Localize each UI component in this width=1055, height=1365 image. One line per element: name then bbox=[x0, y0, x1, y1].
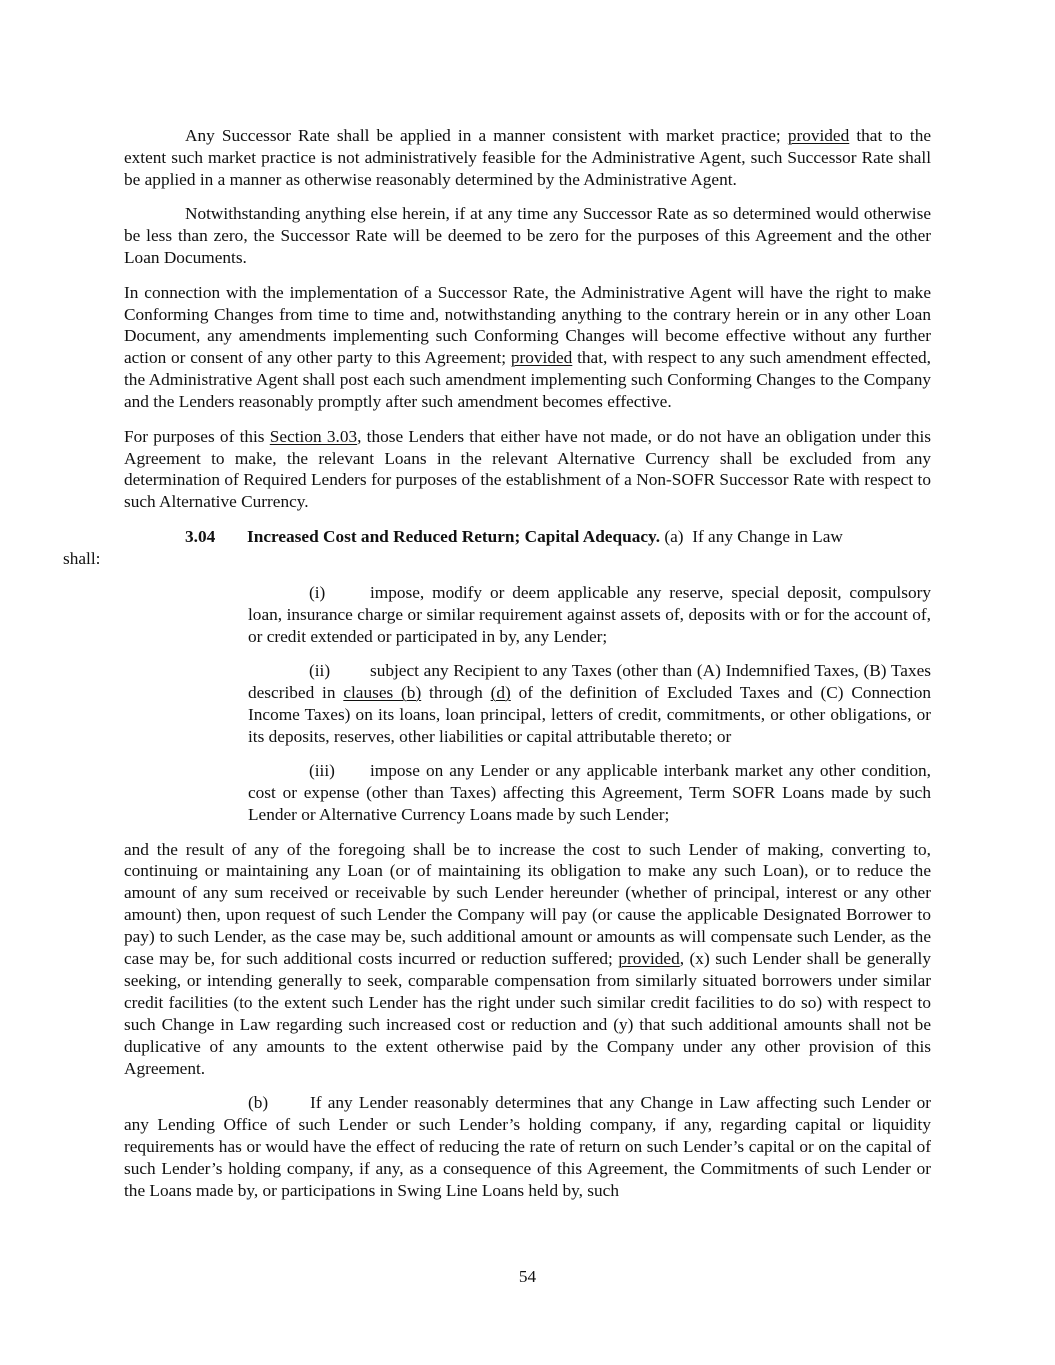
clause-label: (ii) bbox=[309, 661, 331, 680]
clause-ii: (ii) subject any Recipient to any Taxes (other than (A) Indemnified Taxes, (B) Taxes described in clauses (b) through (d) of the definition of Excluded Taxes and (C) Connection Income Taxes) on its loans, loan principal, letters of credit, commitments, or other obligations, or its deposits, reserves, other liabilities or capital attributable thereto; or bbox=[248, 661, 931, 746]
clause-reference: clauses (b) bbox=[343, 682, 422, 702]
section-intro-text: If any Change in Law bbox=[692, 526, 843, 546]
section-reference: Section 3.03 bbox=[269, 426, 358, 446]
paragraph-successor-rate-practice: Any Successor Rate shall be applied in a manner consistent with market practice; provided that to the extent such market practice is not administratively feasible for the Administrative Agent, such Successor Rate shall be applied in a manner as otherwise reasonably determined by the Administrative Agent. bbox=[124, 126, 931, 189]
section-title: Increased Cost and Reduced Return; Capital Adequacy. bbox=[247, 526, 661, 546]
paragraph-label: (b) bbox=[248, 1093, 269, 1113]
clause-reference: (d) bbox=[490, 682, 511, 702]
clause-i: (i) impose, modify or deem applicable any reserve, special deposit, compulsory loan, insurance charge or similar requirement against assets of, deposits with or for the account of, or credit extended or participated in by, any Lender; bbox=[248, 582, 931, 646]
paragraph-conforming-changes: In connection with the implementation of a Successor Rate, the Administrative Agent will have the right to make Conforming Changes from time to time and, notwithstanding anything to the contrary herein or in any other Loan Document, any amendments implementing such Conforming Changes will become effective without any further action or consent of any other party to this Agreement; provided that, with respect to any such amendment effected, the Administrative Agent shall post each such amendment implementing such Conforming Changes to the Company and the Lenders reasonably promptly after such amendment becomes effective. bbox=[124, 282, 931, 412]
section-intro-label: (a) bbox=[664, 526, 684, 546]
section-number: 3.04 bbox=[185, 526, 216, 546]
provided-term: provided bbox=[787, 126, 850, 145]
section-heading-304 bbox=[63, 526, 931, 570]
document-page bbox=[63, 125, 931, 1214]
clause-list bbox=[248, 582, 931, 826]
provided-term: provided bbox=[510, 348, 573, 368]
page-number: 54 bbox=[518, 1267, 537, 1286]
clause-iii: (iii) impose on any Lender or any applicable interbank market any other condition, cost or expense (other than Taxes) affecting this Agreement, Term SOFR Loans made by such Lender or Alternative Currency Loans made by such Lender; bbox=[248, 761, 931, 825]
clause-label: (iii) bbox=[309, 761, 335, 781]
paragraph-zero-floor: Notwithstanding anything else herein, if at any time any Successor Rate as so determined would otherwise be less than zero, the Successor Rate will be deemed to be zero for the purposes of this Agreement and the other Loan Documents. bbox=[124, 204, 931, 268]
section-intro-continuation: shall: bbox=[63, 548, 101, 568]
paragraph-section-303-purposes: For purposes of this Section 3.03, those Lenders that either have not made, or do not have an obligation under this Agreement to make, the relevant Loans in the relevant Alternative Currency shall be excluded from any determination of Required Lenders for purposes of the establishment of a Non-SOFR Successor Rate with respect to such Alternative Currency. bbox=[124, 426, 931, 512]
paragraph-capital-adequacy-b: (b) If any Lender reasonably determines that any Change in Law affecting such Lender or any Lending Office of such Lender or such Lender’s holding company, if any, regarding capital or liquidity requirements has or would have the effect of reducing the rate of return on such Lender’s capital or on the capital of such Lender’s holding company, if any, as a consequence of this Agreement, the Commitments of such Lender or the Loans made by, or participations in Swing Line Loans held by, such bbox=[124, 1093, 931, 1200]
clause-label: (i) bbox=[309, 582, 326, 602]
provided-term: provided bbox=[618, 949, 680, 969]
paragraph-increased-cost-result: and the result of any of the foregoing shall be to increase the cost to such Lender of making, converting to, continuing or maintaining any Loan (or of maintaining its obligation to make any such Loan), or to reduce the amount of any sum received or receivable by such Lender hereunder (whether of principal, interest or any other amount) then, upon request of such Lender the Company will pay (or cause the applicable Designated Borrower to pay) to such Lender, as the case may be, such additional amount or amounts as will compensate such Lender, as the case may be, for such additional costs incurred or reduction suffered; provided, (x) such Lender shall be generally seeking, or intending generally to seek, comparable compensation from similarly situated borrowers under similar credit facilities (to the extent such Lender has the right under such similar credit facilities to do so) with respect to such Change in Law regarding such increased cost or reduction and (y) that such additional amounts shall not be duplicative of any amounts to the extent otherwise paid by the Company under any other provision of this Agreement. bbox=[124, 839, 931, 1078]
